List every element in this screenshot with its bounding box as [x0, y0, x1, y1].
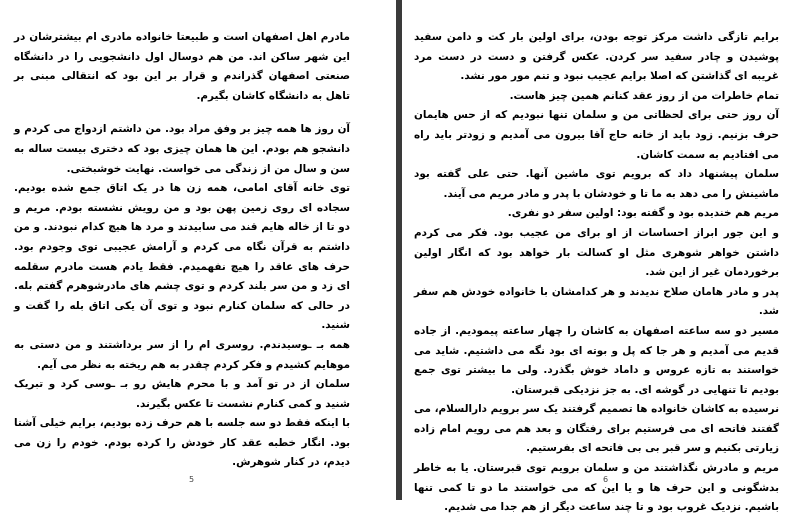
paragraph: مریم و مادرش نگذاشتند من و سلمان برویم توی قبرستان. یا به خاطر بدشگونی و این حرف ها و یا این که می خواستند ما دو تا کمی تنها باشیم. نزدیک غروب بود و تا چند ساعت دیگر از هم جدا می شدیم.: [414, 462, 779, 514]
paragraph: پدر و مادر هامان صلاح ندیدند و هر کدامشان با خانواده خودش هم سفر شد.: [414, 285, 779, 318]
page-number: 5: [189, 475, 195, 484]
paragraph: برایم تازگی داشت مرکز توجه بودن، برای اولین بار کت و دامن سفید پوشیدن و چادر سفید سر کردن. عکس گرفتن و دست در دست مرد غریبه ای گذاشتن که اصلا برایم عجیب نبود و تنم مور مور نشد.: [414, 31, 779, 83]
page-number: 6: [603, 475, 609, 484]
paragraph: مادرم اهل اصفهان است و طبیعتا خانواده مادری ام بیشترشان در این شهر ساکن اند. من هم دوسال اول دانشجویی را در دانشگاه صنعتی اصفهان گذراندم و قرار بر این بود که انتقالی مبنی بر تاهل به دانشگاه کاشان بگیرم.: [14, 31, 350, 102]
paragraph: همه بـ ـوسیدندم. روسری ام را از سر برداشتند و من دستی به موهایم کشیدم و فکر کردم چقدر به هم ریخته به نظر می آیم.: [14, 338, 350, 371]
paragraph: توی خانه آقای امامی، همه زن ها در یک اتاق جمع شده بودیم. سجاده ای روی زمین پهن بود و من رویش نشسته بودم. مریم و دو تا از خاله هایم قند می سابیدند و مرد ها هیچ کدام نبودند. و من داشتم به قرآن نگاه می کردم و آرامش عجیبی توی وجودم بود. حرف های عاقد را هیچ نفهمیدم. فقط یادم هست مادرم سقلمه ای زد و من سر بلند کردم و توی چشم های مادرشوهرم گفتم بله. در حالی که سلمان کنارم نبود و توی آن یکی اتاق بله را گفت و شنید.: [14, 182, 350, 332]
paragraph: نرسیده به کاشان خانواده ها تصمیم گرفتند یک سر برویم دارالسلام، می گفتند فاتحه ای می فرستیم برای رفتگان و بعد هم می رویم امام زاده زیارتی بکنیم و سر قبر بی بی فاتحه ای بفرستیم.: [414, 403, 779, 455]
paragraph: آن روز ها همه چیز بر وفق مراد بود. من داشتم ازدواج می کردم و دانشجو هم بودم. این ها همان چیزی بود که دختری بیست ساله به سن و سال من از زندگی می خواست. نهایت خوشبختی.: [14, 123, 350, 175]
paragraph: مریم هم خندیده بود و گفته بود: اولین سفر دو نفری.: [507, 207, 779, 220]
paragraph: مسیر دو سه ساعته اصفهان به کاشان را چهار ساعته پیمودیم. از جاده قدیم می آمدیم و هر جا که پل و بوته ای بود نگه می داشتیم. شاید می خواستند به تازه عروس و داماد خوش بگذرد. ولی ما بیشتر توی جمع بودیم تا تنهایی در گوشه ای. به جز نزدیکی قبرستان.: [414, 324, 779, 396]
paragraph: آن روز حتی برای لحظاتی من و سلمان تنها نبودیم که از حس هایمان حرف بزنیم. زود باید از خانه حاج آقا بیرون می آمدیم و زودتر باید راه می افتادیم به سمت کاشان.: [414, 109, 779, 161]
paragraph: تمام خاطرات من از روز عقد کنانم همین چیز هاست.: [509, 89, 779, 102]
paragraph: و این جور ابراز احساسات از او برای من عجیب بود. فکر می کردم داشتن خواهر شوهری مثل او کسالت بار خواهد بود که انگار اولین برخوردمان غیر از این شد.: [414, 226, 779, 279]
paragraph: با اینکه فقط دو سه جلسه با هم حرف زده بودیم، برایم خیلی آشنا بود. انگار خطبه عقد کار خودش را کرده بودم. خودم را زن می دیدم، در کنار شوهرش.: [14, 417, 350, 469]
paragraph: سلمان پیشنهاد داد که برویم توی ماشین آنها. حتی علی گفته بود ماشینش را می دهد به ما تا و خودشان با پدر و مادر مریم می آیند.: [414, 168, 779, 200]
page-text: [414, 28, 779, 518]
page-text: [14, 28, 350, 473]
page-right: [402, 0, 793, 514]
paragraph: سلمان از در تو آمد و با محرم هایش رو بـ ـوسی کرد و تبریک شنید و کمی کنارم نشست تا عکس بگیرند.: [14, 378, 350, 410]
page-left: [0, 0, 396, 500]
